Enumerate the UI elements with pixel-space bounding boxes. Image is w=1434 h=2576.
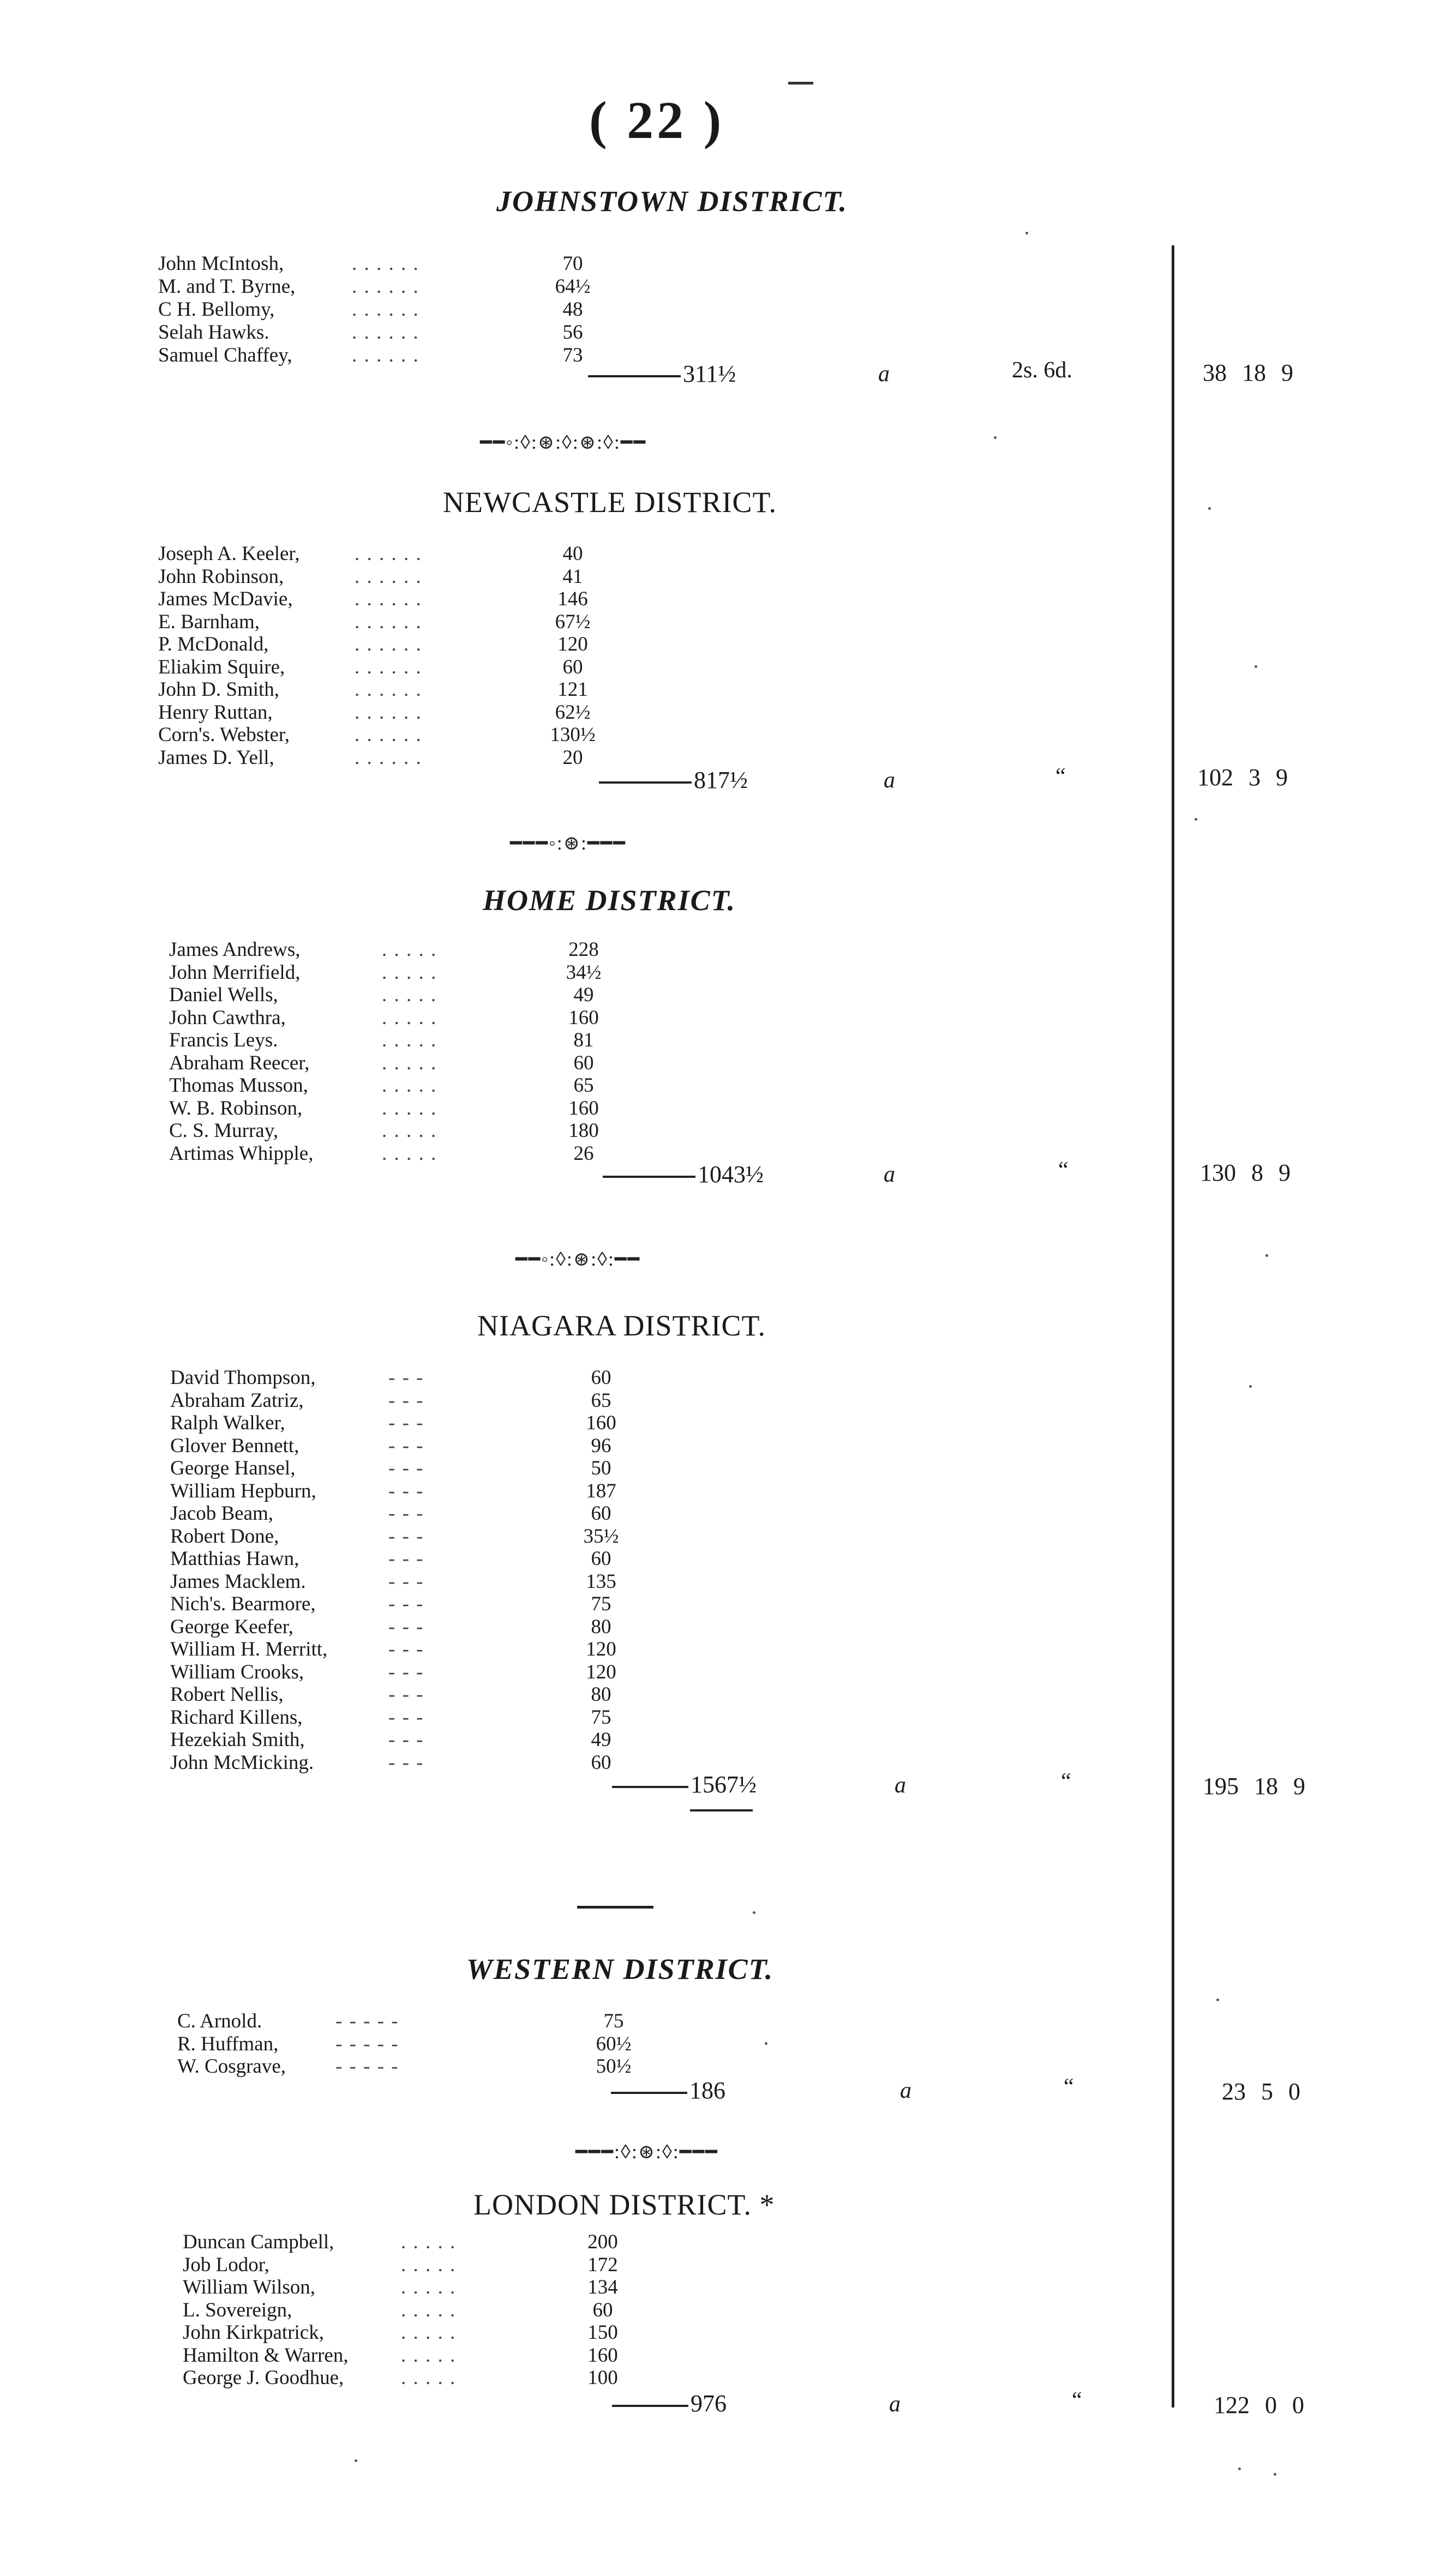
entry-name: Thomas Musson, [169,1074,308,1097]
entry-quantity: 60 [573,1052,594,1074]
rate-mark-newcastle: a [884,768,895,793]
entry-row [169,1074,715,1097]
amount-home: 130 8 9 [1200,1159,1291,1186]
entry-row [183,2366,728,2389]
entry-quantity: 75 [591,1706,611,1729]
rate-western: “ [1064,2074,1074,2099]
entry-leader: - - - - - [335,2055,399,2078]
entry-row [183,2298,728,2321]
entry-row [169,1119,715,1142]
entry-name: Hezekiah Smith, [170,1729,305,1751]
rate-johnstown: 2s. 6d. [1012,358,1072,383]
entry-row [169,961,715,984]
amount-johnstown: 38 18 9 [1203,359,1293,386]
entry-row [169,938,715,961]
rate-mark-western: a [900,2078,911,2103]
entry-name: Eliakim Squire, [158,656,285,678]
header-dash [788,82,813,85]
entry-quantity: 50½ [596,2055,632,2078]
entry-name: John Merrifield, [169,961,301,984]
section-total-home: 1043½ [603,1160,764,1188]
entry-name: Job Lodor, [183,2254,269,2276]
entry-quantity: 160 [587,2344,618,2367]
total-underline [690,1809,753,1811]
entry-leader: - - - [388,1616,424,1638]
entry-row [170,1683,716,1706]
entry-name: E. Barnham, [158,611,260,633]
entry-quantity: 160 [586,1412,616,1434]
entry-name: C. Arnold. [177,2010,262,2032]
entry-leader: . . . . . . [352,275,419,298]
entry-quantity: 34½ [566,961,602,984]
entry-leader: - - - [388,1389,424,1412]
entry-row [158,610,704,633]
entry-leader: - - - [388,1502,424,1525]
entry-row [170,1660,716,1683]
entry-name: Duncan Campbell, [183,2231,334,2253]
entry-name: W. Cosgrave, [177,2055,286,2078]
entry-name: William Crooks, [170,1661,304,1683]
entry-name: P. McDonald, [158,633,269,655]
print-speck [1216,1999,1219,2001]
section-total-western: 186 [611,2077,725,2104]
entry-quantity: 67½ [555,611,591,633]
entry-row [170,1706,716,1729]
section-total-niagara: 1567½ [612,1771,757,1798]
entry-leader: . . . . . [382,1120,437,1142]
entry-row [170,1456,716,1479]
entry-name: John Kirkpatrick, [183,2321,324,2344]
entry-leader: - - - [388,1638,424,1660]
entry-leader: . . . . . . [355,678,422,701]
entry-leader: . . . . . [382,938,437,961]
entry-row [158,701,704,724]
entry-leader: . . . . . . [355,565,422,588]
entry-row [169,1028,715,1051]
entry-leader: . . . . . [382,1074,437,1097]
entry-quantity: 100 [587,2367,618,2389]
entry-row [170,1411,716,1434]
entry-quantity: 228 [568,938,599,961]
entry-leader: . . . . . . [355,543,422,565]
entry-row [158,565,704,588]
entry-leader: - - - [388,1729,424,1751]
section-heading-home: HOME DISTRICT. [483,884,736,917]
entry-row [170,1728,716,1751]
section-heading-johnstown: JOHNSTOWN DISTRICT. [496,185,848,218]
entry-row [169,1006,715,1029]
entry-quantity: 70 [562,252,583,275]
amount-column-rule [1172,245,1174,2408]
entry-name: Ralph Walker, [170,1412,285,1434]
entry-leader: - - - [388,1435,424,1457]
entry-quantity: 65 [573,1074,594,1097]
entry-quantity: 75 [603,2010,624,2032]
entry-quantity: 60 [591,1752,611,1774]
entry-quantity: 80 [591,1616,611,1638]
entry-name: Matthias Hawn, [170,1548,299,1570]
entry-leader: - - - [388,1548,424,1570]
entry-name: Robert Nellis, [170,1683,284,1706]
entry-row [170,1502,716,1525]
entry-quantity: 65 [591,1389,611,1412]
entry-quantity: 35½ [583,1525,619,1548]
entry-row [170,1434,716,1457]
rate-niagara: “ [1061,1769,1071,1794]
rate-mark-home: a [884,1162,895,1187]
entry-leader: . . . . . . [355,747,422,769]
entry-quantity: 26 [573,1142,594,1165]
entry-quantity: 81 [573,1029,594,1051]
entry-leader: . . . . . . [352,252,419,275]
entry-quantity: 121 [557,678,588,701]
entry-leader: - - - - - [335,2010,399,2032]
entry-quantity: 96 [591,1435,611,1457]
entry-name: R. Huffman, [177,2033,279,2055]
rate-london: “ [1072,2388,1082,2413]
section-divider-ornament: ━━◦:◊:⊛:◊:⊛:◊:━━ [480,431,647,453]
entry-quantity: 60 [562,656,583,678]
rate-mark-johnstown: a [878,362,890,387]
entry-leader: . . . . . [401,2367,457,2389]
entry-name: William H. Merritt, [170,1638,328,1660]
entry-name: George J. Goodhue, [183,2367,344,2389]
entry-leader: . . . . . [382,1097,437,1120]
entry-row [169,1051,715,1074]
entry-leader: - - - [388,1412,424,1434]
entry-name: George Hansel, [170,1457,296,1479]
entry-name: Corn's. Webster, [158,724,290,746]
entry-row [170,1525,716,1548]
amount-newcastle: 102 3 9 [1197,764,1288,791]
entry-quantity: 75 [591,1593,611,1615]
entry-row [158,298,704,321]
entry-name: William Hepburn, [170,1480,316,1502]
entry-leader: - - - [388,1367,424,1389]
entry-name: James McDavie, [158,588,293,610]
entry-quantity: 60½ [596,2033,632,2055]
entry-leader: . . . . . [382,961,437,984]
entry-quantity: 172 [587,2254,618,2276]
entry-row [158,746,704,769]
section-total-newcastle: 817½ [599,766,748,794]
entry-leader: . . . . . . [355,701,422,724]
entry-leader: . . . . . . [355,588,422,610]
amount-western: 23 5 0 [1222,2078,1300,2105]
entry-leader: . . . . . . [352,321,419,344]
entry-row [170,1638,716,1660]
entry-row [158,678,704,701]
entry-name: Abraham Reecer, [169,1052,310,1074]
section-divider-rule [577,1906,653,1909]
entry-quantity: 135 [586,1570,616,1593]
entry-leader: . . . . . [401,2276,457,2298]
entry-quantity: 120 [586,1638,616,1660]
entry-row [158,252,704,275]
entry-name: William Wilson, [183,2276,315,2298]
entry-quantity: 60 [591,1502,611,1525]
entry-quantity: 62½ [555,701,591,724]
entry-row [158,542,704,565]
rate-newcastle: “ [1055,764,1066,789]
entry-leader: . . . . . [401,2299,457,2321]
entry-leader: - - - [388,1752,424,1774]
entry-quantity: 80 [591,1683,611,1706]
entry-name: Daniel Wells, [169,984,278,1006]
entry-leader: . . . . . [401,2231,457,2253]
print-speck [994,436,997,439]
entry-row [170,1570,716,1593]
entry-row [183,2276,728,2298]
entry-name: Henry Ruttan, [158,701,273,724]
entry-leader: . . . . . [382,984,437,1006]
entry-name: C. S. Murray, [169,1120,279,1142]
entry-name: Selah Hawks. [158,321,269,344]
entry-name: Abraham Zatriz, [170,1389,304,1412]
entry-name: Samuel Chaffey, [158,344,292,366]
entry-name: Richard Killens, [170,1706,303,1729]
print-speck [1195,818,1197,821]
entry-row [158,275,704,298]
entry-name: Jacob Beam, [170,1502,274,1525]
entry-row [177,2055,723,2078]
section-divider-ornament: ━━━:◊:⊛:◊:━━━ [575,2141,718,2163]
section-heading-niagara: NIAGARA DISTRICT. [477,1309,766,1342]
entry-quantity: 48 [562,298,583,321]
entry-row [183,2321,728,2344]
section-heading-london: LONDON DISTRICT. * [473,2188,775,2221]
entry-quantity: 120 [557,633,588,655]
entry-quantity: 160 [568,1007,599,1029]
entry-leader: . . . . . [401,2321,457,2344]
rate-mark-niagara: a [895,1773,906,1798]
print-speck [1255,665,1257,668]
entry-name: James Andrews, [169,938,301,961]
entry-name: James D. Yell, [158,747,274,769]
entry-leader: - - - [388,1480,424,1502]
entry-leader: - - - [388,1683,424,1706]
entry-leader: - - - - - [335,2033,399,2055]
section-heading-western: WESTERN DISTRICT. [466,1953,774,1985]
entry-row [177,2009,723,2032]
entry-name: Hamilton & Warren, [183,2344,349,2367]
entry-row [170,1366,716,1389]
entry-leader: . . . . . [382,1052,437,1074]
entry-quantity: 50 [591,1457,611,1479]
entry-quantity: 40 [562,543,583,565]
print-speck [1265,1254,1268,1257]
entry-name: Glover Bennett, [170,1435,299,1457]
entry-leader: . . . . . . [355,656,422,678]
entry-name: L. Sovereign, [183,2299,292,2321]
entry-quantity: 60 [592,2299,613,2321]
entry-quantity: 60 [591,1367,611,1389]
entry-name: Joseph A. Keeler, [158,543,300,565]
entry-quantity: 64½ [555,275,591,298]
entry-leader: - - - [388,1525,424,1548]
entry-row [183,2344,728,2367]
entry-name: Nich's. Bearmore, [170,1593,316,1615]
entry-quantity: 120 [586,1661,616,1683]
section-heading-newcastle: NEWCASTLE DISTRICT. [443,486,777,519]
amount-niagara: 195 18 9 [1203,1773,1305,1799]
print-speck [765,2042,767,2045]
section-divider-ornament: ━━◦:◊:⊛:◊:━━ [515,1248,641,1270]
entry-leader: . . . . . [382,1029,437,1051]
entry-row [158,321,704,344]
entry-name: John Cawthra, [169,1007,286,1029]
section-total-johnstown: 311½ [588,360,736,388]
entry-row [170,1389,716,1412]
entry-leader: . . . . . [382,1007,437,1029]
entry-row [183,2253,728,2276]
entry-row [169,1097,715,1120]
entry-quantity: 200 [587,2231,618,2253]
entry-leader: - - - [388,1661,424,1683]
print-speck [1274,2473,1276,2476]
entry-quantity: 41 [562,565,583,588]
entry-leader: . . . . . . [352,344,419,366]
entry-row [158,633,704,655]
entry-name: David Thompson, [170,1367,316,1389]
entry-quantity: 49 [573,984,594,1006]
entry-row [170,1479,716,1502]
page-number: ( 22 ) [589,91,725,150]
entry-row [177,2032,723,2055]
entry-leader: . . . . . [401,2254,457,2276]
entry-name: Artimas Whipple, [169,1142,314,1165]
entry-leader: . . . . . . [355,724,422,746]
entry-name: C H. Bellomy, [158,298,275,321]
entry-leader: . . . . . . [352,298,419,321]
print-speck [355,2459,357,2462]
entry-name: George Keefer, [170,1616,293,1638]
entry-name: James Macklem. [170,1570,306,1593]
entry-row [170,1592,716,1615]
print-speck [1208,507,1211,510]
entry-name: John McMicking. [170,1752,314,1774]
print-speck [1238,2467,1241,2470]
entry-quantity: 146 [557,588,588,610]
entry-row [158,655,704,678]
entry-quantity: 20 [562,747,583,769]
entry-leader: - - - [388,1457,424,1479]
entry-quantity: 180 [568,1120,599,1142]
entry-row [170,1615,716,1638]
entry-name: Francis Leys. [169,1029,278,1051]
entry-quantity: 150 [587,2321,618,2344]
print-speck [1025,232,1028,234]
entry-quantity: 130½ [550,724,596,746]
entry-name: Robert Done, [170,1525,279,1548]
entry-row [170,1547,716,1570]
entry-leader: . . . . . . [355,633,422,655]
section-total-london: 976 [612,2390,727,2417]
entry-row [183,2230,728,2253]
entry-row [158,723,704,746]
entry-quantity: 187 [586,1480,616,1502]
entry-quantity: 56 [562,321,583,344]
entry-quantity: 60 [591,1548,611,1570]
rate-mark-london: a [889,2392,901,2417]
amount-london: 122 0 0 [1214,2392,1304,2418]
section-divider-ornament: ━━━◦:⊛:━━━ [510,832,626,854]
entry-row [158,587,704,610]
entry-name: John Robinson, [158,565,284,588]
print-speck [753,1911,755,1914]
entry-quantity: 134 [587,2276,618,2298]
entry-name: M. and T. Byrne, [158,275,296,298]
entry-leader: . . . . . [401,2344,457,2367]
entry-row [169,983,715,1006]
rate-home: “ [1058,1158,1069,1183]
entry-name: W. B. Robinson, [169,1097,303,1120]
entry-leader: . . . . . . [355,611,422,633]
print-speck [1249,1385,1252,1388]
entry-quantity: 73 [562,344,583,366]
entry-leader: - - - [388,1593,424,1615]
entry-leader: - - - [388,1570,424,1593]
entry-name: John D. Smith, [158,678,280,701]
entry-quantity: 160 [568,1097,599,1120]
entry-leader: . . . . . [382,1142,437,1165]
entry-quantity: 49 [591,1729,611,1751]
entry-leader: - - - [388,1706,424,1729]
entry-name: John McIntosh, [158,252,284,275]
